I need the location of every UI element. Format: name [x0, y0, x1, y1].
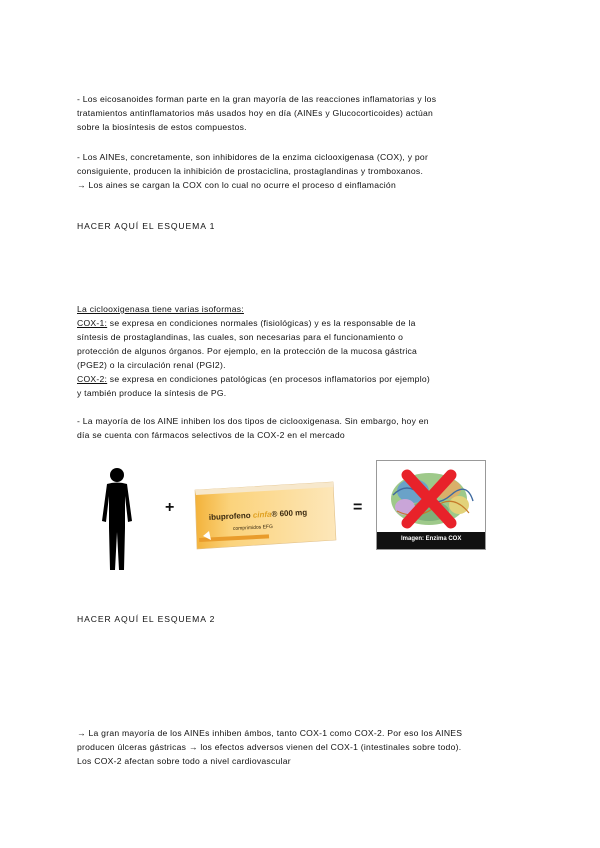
text-line: (PGE2) o la circulación renal (PGI2). — [77, 360, 226, 370]
schema-1-placeholder: HACER AQUÍ EL ESQUEMA 1 — [77, 221, 216, 231]
text-line: producen úlceras gástricas → los efectos adversos vienen del COX-1 (intestinales sobre todo). — [77, 742, 462, 752]
cox2-label: COX-2: — [77, 374, 108, 384]
text-line — [77, 316, 527, 330]
ibuprofen-box-image — [193, 478, 338, 551]
section-title: La ciclooxigenasa tiene varias isoformas: — [77, 304, 244, 314]
text-line: → Los aines se cargan la COX con lo cual no ocurre el proceso d einflamación — [77, 180, 396, 190]
text-line: protección de algunos órganos. Por ejemplo, en la protección de la mucosa gástrica — [77, 346, 418, 356]
svg-text:comprimidos EFG: comprimidos EFG — [232, 523, 274, 532]
schema-2-placeholder: HACER AQUÍ EL ESQUEMA 2 — [77, 614, 216, 624]
text-line: síntesis de prostaglandinas, las cuales, son necesarias para el funcionamiento o — [77, 332, 404, 342]
person-silhouette-icon — [96, 466, 138, 572]
text-line: Los COX-2 afectan sobre todo a nivel cardiovascular — [77, 756, 291, 766]
text-span: se expresa en condiciones patológicas (en procesos inflamatorios por ejemplo) — [107, 374, 430, 384]
svg-text:ibuprofeno cinfa® 600 mg: ibuprofeno cinfa® 600 mg — [208, 507, 308, 522]
text-line: consiguiente, producen la inhibición de prostaciclina, prostaglandinas y tromboxanos. — [77, 166, 424, 176]
text-line: → La gran mayoría de los AINEs inhiben ámbos, tanto COX-1 como COX-2. Por eso los AINES — [77, 728, 463, 738]
plus-sign: + — [165, 499, 175, 516]
text-line: sobre la biosíntesis de estos compuestos. — [77, 122, 247, 132]
text-span: se expresa en condiciones normales (fisiológicas) y es la responsable de la — [107, 318, 416, 328]
text-line: - La mayoría de los AINE inhiben los dos tipos de ciclooxigenasa. Sin embargo, hoy en — [77, 416, 429, 426]
text-line: tratamientos antinflamatorios más usados hoy en día (AINEs y Glucocorticoides) actúan — [77, 108, 434, 118]
enzyme-caption: Imagen: Enzima COX — [401, 536, 462, 542]
cox-enzyme-image — [376, 460, 486, 550]
text-line: - Los AINEs, concretamente, son inhibidores de la enzima ciclooxigenasa (COX), y por — [77, 152, 429, 162]
text-line: día se cuenta con fármacos selectivos de la COX-2 en el mercado — [77, 430, 345, 440]
text-line — [77, 372, 527, 386]
equals-sign: = — [353, 499, 363, 516]
cox1-label: COX-1: — [77, 318, 108, 328]
text-line: y también produce la síntesis de PG. — [77, 388, 227, 398]
text-line: - Los eicosanoides forman parte en la gran mayoría de las reacciones inflamatorias y los — [77, 94, 437, 104]
